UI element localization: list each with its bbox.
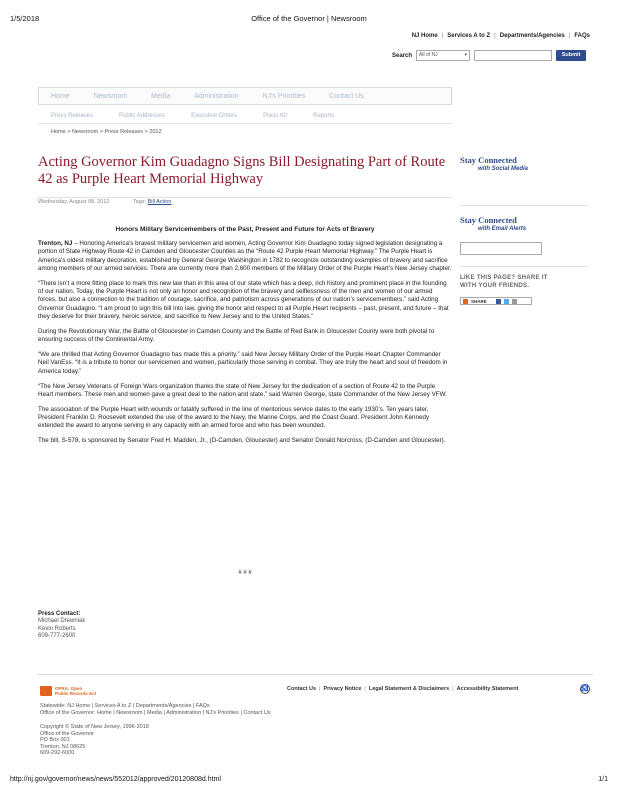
email-icon xyxy=(512,299,517,304)
share-plus-icon xyxy=(463,299,468,304)
social-media-subtitle: with Social Media xyxy=(478,166,529,172)
stay-connected-title: Stay Connected xyxy=(460,155,517,165)
opra-logo[interactable]: OPRA: Open Public Records Act xyxy=(40,686,96,696)
search-scope-value: All of NJ xyxy=(419,52,438,58)
statewide-links[interactable]: Statewide: NJ Home | Services A to Z | Departments/Agencies | FAQs xyxy=(40,703,210,709)
print-url: http://nj.gov/governor/news/news/552012/approved/20120808d.html xyxy=(10,776,221,783)
utility-links: NJ Home | Services A to Z | Departments/Agencies | FAQs xyxy=(411,33,590,39)
tags-label: Tags: xyxy=(132,199,147,205)
print-page-title: Office of the Governor | Newsroom xyxy=(251,14,367,23)
twitter-icon xyxy=(504,299,509,304)
paragraph: “We are thrilled that Acting Governor Guadagno has made this a priority,” said New Jersey Military Order of the Purple Heart Chapter Commander Neil VanEss. “It is a tribute to honor our servicemen and women, particularly those serving in combat. They are truly the heart and soul of freedom in America today.” xyxy=(38,351,448,375)
opra-icon xyxy=(40,686,52,696)
paragraph: “There isn’t a more fitting place to mark this new law than in this area of our state which has a deep, rich history and prominent place in the founding of our nation. Today, the Purple Heart is not only an honor and recognition of the bravery and selflessness of the men and women of our armed forces, but also a connection to the tradition of courage, sacrifice, and patriotism across generations of our nation’s servicemembers,” said Acting Governor Guadagno. “I am proud to sign this bill into law, giving the honor and respect to all Purple Heart recipients – past, present, and future – that they deserve for their bravery, heroic service, and sacrifice to New Jersey and to the United States.” xyxy=(38,279,449,320)
share-button[interactable] xyxy=(460,297,532,305)
address-line: PO Box 001 xyxy=(40,737,70,744)
breadcrumb[interactable]: Home > Newsroom > Press Releases > 2012 xyxy=(51,129,162,135)
search-input[interactable] xyxy=(474,50,552,61)
address-line: 609-292-6000 xyxy=(40,750,75,757)
divider xyxy=(460,266,588,267)
main-nav xyxy=(38,87,452,105)
paragraph: The association of the Purple Heart with wounds or fatality suffered in the line of meritorious service dates to the early 1930’s. Ten years later, President Franklin D. Roosevelt extended the use of the award to the Navy, the Marine Corps, and the Coast Guard. President John Kennedy extended the award to anyone serving in any capacity with an armed force and who has been wounded. xyxy=(38,405,430,430)
address-line: Office of the Governor xyxy=(40,730,95,737)
nav-administration[interactable]: Administration xyxy=(194,92,239,100)
contact-name: Kevin Roberts xyxy=(38,625,76,632)
contact-phone: 609-777-2600 xyxy=(38,633,76,640)
share-label: SHARE xyxy=(471,298,487,304)
tag-link[interactable]: Bill Action xyxy=(147,199,172,205)
email-alerts-subtitle: with Email Alerts xyxy=(478,226,527,232)
paragraph: “The New Jersey Veterans of Foreign Wars organization thanks the state of New Jersey for the dedication of a section of Route 42 to the Purple Heart members. These men and women gave a great deal to the nation and state,” said Warren George, state Commander of the New Jersey VFW. xyxy=(38,382,447,398)
util-link-faqs[interactable]: FAQs xyxy=(574,33,590,39)
nav-media[interactable]: Media xyxy=(151,92,171,100)
article-body xyxy=(38,240,452,452)
footer-link-legal[interactable]: Legal Statement & Disclaimers xyxy=(368,686,450,692)
subnav-press-kit[interactable]: Press Kit xyxy=(263,113,288,119)
nav-newsroom[interactable]: Newsroom xyxy=(93,92,128,100)
sub-nav xyxy=(51,113,334,119)
footer-link-accessibility[interactable]: Accessibility Statement xyxy=(456,686,519,692)
email-alerts-widget xyxy=(460,215,590,232)
footer-nav xyxy=(40,703,271,716)
social-media-widget[interactable] xyxy=(460,155,590,172)
contact-name: Michael Drewniak xyxy=(38,618,86,625)
email-input[interactable] xyxy=(460,242,542,255)
util-link-services[interactable]: Services A to Z xyxy=(447,33,491,39)
nav-home[interactable]: Home xyxy=(51,92,70,100)
util-link-nj-home[interactable]: NJ Home xyxy=(411,33,438,39)
article-subtitle: Honors Military Servicemembers of the Past, Present and Future for Acts of Bravery xyxy=(115,226,375,233)
print-date: 1/5/2018 xyxy=(10,14,40,23)
dateline: Trenton, NJ xyxy=(38,240,73,247)
share-prompt: LIKE THIS PAGE? SHARE IT WITH YOUR FRIENDS. xyxy=(460,275,548,289)
print-page-number: 1/1 xyxy=(598,776,608,783)
accessibility-icon[interactable]: ♿ xyxy=(581,686,589,692)
copyright-text: Copyright © State of New Jersey, 1996-2018 xyxy=(40,724,149,730)
article-meta xyxy=(38,199,171,205)
article-title: Acting Governor Kim Guadagno Signs Bill Designating Part of Route 42 as Purple Heart Memorial Highway xyxy=(38,154,446,187)
search-scope-select[interactable] xyxy=(416,50,470,61)
end-mark: # # # xyxy=(238,570,252,576)
stay-connected-title: Stay Connected xyxy=(460,215,517,225)
facebook-icon xyxy=(496,299,501,304)
util-link-departments[interactable]: Departments/Agencies xyxy=(499,33,565,39)
footer-copyright xyxy=(40,724,149,757)
address-line: Trenton, NJ 08625 xyxy=(40,743,86,750)
paragraph: The bill, S-578, is sponsored by Senator Fred H. Madden, Jr., (D-Camden, Gloucester) and Senator Donald Norcross, (D-Camden and Gloucester). xyxy=(38,437,446,445)
subnav-reports[interactable]: Reports xyxy=(313,113,335,119)
divider xyxy=(38,123,452,124)
divider xyxy=(460,205,588,206)
footer-link-privacy[interactable]: Privacy Notice xyxy=(323,686,362,692)
press-contact-label: Press Contact: xyxy=(38,611,81,617)
paragraph: Trenton, NJ – Honoring America’s bravest military servicemen and women, Acting Governor Kim Guadagno today signed legislation designating a portion of State Highway Route 42 in Camden and Gloucester Counties as the “Route 42 Purple Heart Memorial Highway.” The Purple Heart is America’s oldest military decoration, established by General George Washington in 1782 to recognize outstanding examples of bravery and sacrifice among members of our armed services. There are currently more than 2,600 members of the Military Order of the Purple Heart’s New Jersey chapter. xyxy=(38,240,452,272)
footer-links: Contact Us | Privacy Notice | Legal Statement & Disclaimers | Accessibility Statement xyxy=(287,686,519,692)
nav-contact-us[interactable]: Contact Us xyxy=(329,92,364,100)
office-links[interactable]: Office of the Governor: Home | Newsroom | Media | Administration | NJ's Priorities | Contact Us xyxy=(40,709,271,716)
nav-priorities[interactable]: NJ's Priorities xyxy=(262,92,306,100)
paragraph: During the Revolutionary War, the Battle of Gloucester in Camden County and the Battle of Red Bank in Gloucester County were both pivotal to ensuring success of the Continental Army. xyxy=(38,327,435,344)
divider xyxy=(38,197,452,198)
article-date: Wednesday, August 08, 2012 xyxy=(38,199,110,205)
chevron-down-icon: ▾ xyxy=(464,52,468,58)
search-submit-button[interactable]: Submit xyxy=(556,50,586,61)
footer-divider xyxy=(38,674,593,675)
footer-link-contact[interactable]: Contact Us xyxy=(287,686,317,692)
subnav-public-addresses[interactable]: Public Addresses xyxy=(119,113,166,119)
search-label: Search xyxy=(392,52,413,59)
press-contact xyxy=(38,611,85,641)
subnav-press-releases[interactable]: Press Releases xyxy=(51,113,94,119)
subnav-executive-orders[interactable]: Executive Orders xyxy=(191,113,238,119)
search-bar xyxy=(392,50,586,61)
